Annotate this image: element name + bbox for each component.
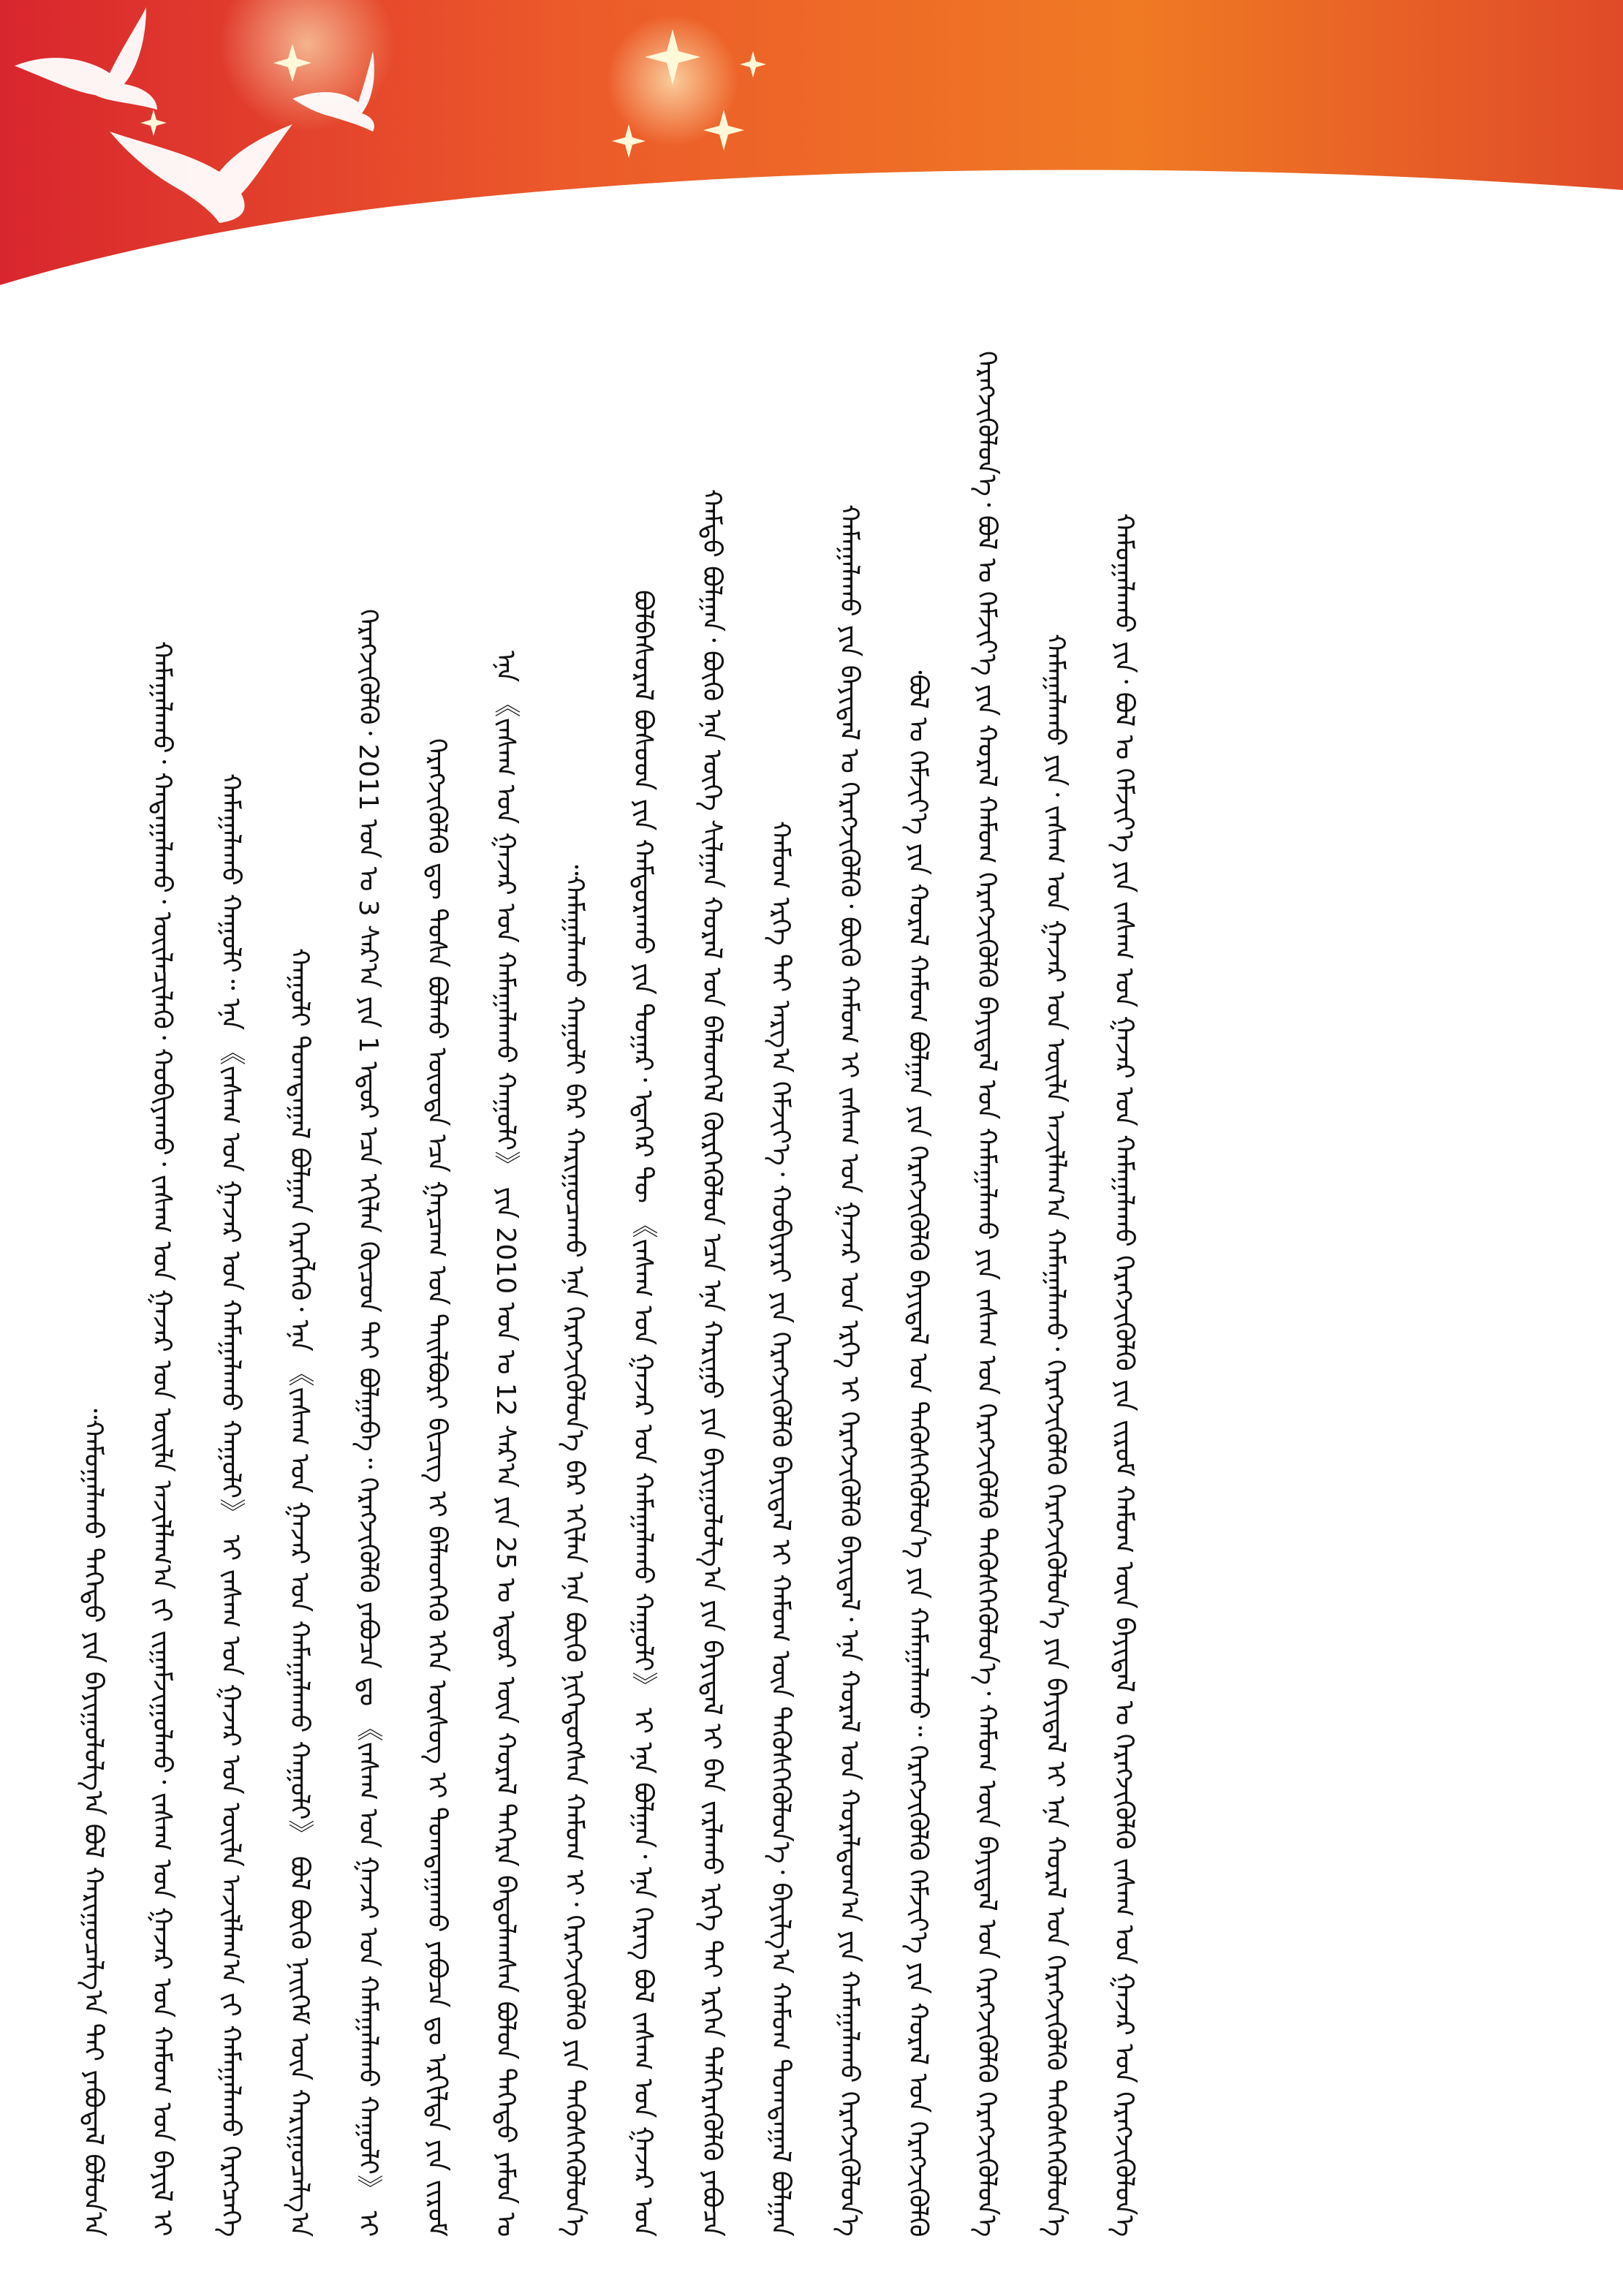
text-column: ᠬᠠᠮᠤᠭ ᠡᠷᠬᠡ ᠲᠠᠢ ᠠᠷᠭ᠎ᠠ ᠬᠡᠮᠵᠢᠶ᠎ᠡ᠂ ᠬᠤᠪᠢᠶᠠᠷᠢ ᠶᠢᠨ ᠬᠡᠷᠡᠭᠵᠢᠭᠦᠯᠬᠦ ᠪᠠᠶᠢᠳᠠᠯ ᠢ ᠬᠠᠮᠤᠭ ᠦᠨ ᠲᠡᠭᠦᠰᠬᠡᠭᠦᠯᠦᠨ᠎ᠡ᠂ ᠪᠠᠶᠢᠯᠭ᠎ᠠ ᠬᠠᠮᠤᠭ ᠲᠣᠭᠲᠠᠭᠠᠯ ᠪᠣᠯᠭᠠᠨ bbox=[765, 821, 795, 2237]
text-column: ᠪᠣᠯᠪᠠᠰᠤᠷᠠᠯ ᠪᠤᠰᠤᠳ ᠶᠢᠨ ᠬᠠᠮᠲᠤᠷᠠᠬᠤ ᠶᠢᠨ ᠳᠤᠭᠠᠷ᠂ ᠡᠳᠡᠭᠡᠷ ᠲᠦ 《ᠵᠠᠰᠠᠭ ᠤᠨ ᠭᠠᠵᠠᠷ ᠤᠨ ᠬᠠᠮᠠᠭᠠᠯᠠᠬᠤ ᠬᠠᠭᠤᠯᠢ》 ᠢ ᠡᠨᠡ ᠪᠣᠯᠭᠠᠨ᠂ ᠡᠨᠡ ᠬᠡᠷᠡᠭ ᠪᠣᠯ ᠵᠠᠰᠠᠭ ᠤᠨ ᠭᠠᠵᠠᠷ ᠤᠨ bbox=[628, 589, 658, 2237]
text-column: ᠬᠠᠮᠤᠭᠠᠯᠠᠬᠤ ᠳᠡᠭᠡᠳᠦ ᠶᠢᠨ ᠪᠠᠶᠢᠭᠤᠯᠤᠯᠭ᠎ᠠ ᠪᠣᠯ ᠬᠠᠷᠢᠭᠤᠴᠠᠯᠭ᠎ᠠ ᠲᠠᠢ ᠶᠠᠪᠤᠳᠠᠯ ᠪᠣᠯᠤᠨ᠎ᠠ᠃ bbox=[78, 1402, 108, 2237]
text-column: ᠬᠡᠷᠡᠭᠵᠢᠭᠦᠯᠬᠦ᠂ 2011 ᠣᠨ ᠤ 3 ᠰᠠᠷ᠎ᠠ ᠶᠢᠨ 1 ᠡᠳᠦᠷ ᠡᠴᠡ ᠡᠬᠢᠯᠡᠨ ᠬᠦᠴᠦᠨ ᠲᠡᠢ ᠪᠣᠯᠭᠠᠪᠠ᠃ ᠬᠡᠷᠡᠭᠵᠢᠭᠦᠯᠬᠦ ᠶᠠᠪᠤᠴᠠ ᠳᠤ 《ᠵᠠᠰᠠᠭ ᠤᠨ ᠭᠠᠵᠠᠷ ᠤᠨ ᠬᠠᠮᠠᠭᠠᠯᠠᠬᠤ ᠬᠠᠭᠤᠯᠢ》 ᠢ bbox=[353, 608, 383, 2237]
text-column: ᠪᠣᠯ ᠤ ᠬᠡᠮᠵᠢᠶ᠎ᠡ ᠶᠢᠨ ᠬᠤᠷᠠᠯ ᠬᠠᠮᠤᠭ ᠪᠣᠯᠭᠠᠨ ᠶᠢᠨ ᠬᠡᠷᠡᠭᠵᠢᠭᠦᠯᠬᠦ ᠪᠠᠶᠢᠳᠠᠯ ᠤᠨ ᠲᠡᠭᠦᠰᠬᠡᠭᠦᠯᠦᠨ᠎ᠡ ᠶᠢᠨ ᠬᠠᠮᠠᠭᠠᠯᠠᠬᠤ᠃ ᠬᠡᠷᠡᠭᠵᠢᠭᠦᠯᠬᠦ ᠬᠡᠮᠵᠢᠶ᠎ᠡ ᠶᠢᠨ ᠬᠤᠷᠠᠯ ᠤᠨ ᠬᠡᠷᠡᠭᠵᠢᠭᠦᠯᠬᠦ᠂ bbox=[903, 663, 933, 2237]
text-column: ᠬᠠᠮᠠᠭᠠᠯᠠᠬᠤ ᠬᠠᠭᠤᠯᠢ᠃ ᠡᠨᠡ 《ᠵᠠᠰᠠᠭ ᠤᠨ ᠭᠠᠵᠠᠷ ᠤᠨ ᠬᠠᠮᠠᠭᠠᠯᠠᠬᠤ ᠬᠠᠭᠤᠯᠢ》 ᠢ ᠵᠠᠰᠠᠭ ᠤᠨ ᠭᠠᠵᠠᠷ ᠤᠨ ᠦᠢᠯᠡ ᠠᠵᠢᠯᠯᠠᠭ᠎ᠠ ᠵᠢ ᠬᠠᠮᠠᠭᠠᠯᠠᠬᠤ ᠬᠡᠷᠡᠭᠴᠡᠭᠡ bbox=[216, 773, 246, 2237]
text-column: ᠬᠠᠮᠠᠭᠠᠯᠠᠬᠤ᠂ ᠬᠠᠳᠠᠭᠠᠯᠠᠬᠤ᠂ ᠦᠢᠯᠡᠴᠢᠯᠡᠬᠦ᠂ ᠬᠤᠪᠢᠶᠠᠬᠤ᠂ ᠵᠠᠰᠠᠭ ᠤᠨ ᠭᠠᠵᠠᠷ ᠤᠨ ᠦᠢᠯᠡ ᠠᠵᠢᠯᠯᠠᠭ᠎ᠠ ᠵᠢ ᠵᠢᠭᠠᠮᠵᠢᠭᠤᠯᠬᠤ᠂ ᠵᠠᠰᠠᠭ ᠤᠨ ᠭᠠᠵᠠᠷ ᠤᠨ ᠬᠠᠮᠤᠭ ᠤᠨ ᠪᠠᠶᠢᠯ ᠢ bbox=[147, 641, 177, 2237]
text-column: ᠬᠡᠷᠡᠭᠵᠢᠭᠦᠯᠬᠦ ᠳᠦ ᠲᠤᠰᠠ ᠪᠣᠯᠬᠤ ᠦᠦᠳᠡ ᠡᠴᠡ ᠭᠠᠷᠴᠠᠭ ᠤᠨ ᠲᠠᠢᠯᠪᠤᠷᠢ ᠪᠢᠴᠢᠭ ᠢ ᠪᠡᠯᠡᠳᠬᠡᠬᠦ ᠡᠬᠡᠨ ᠦᠰᠦᠭ ᠢ ᠲᠣᠭᠲᠠᠭᠠᠬᠤ ᠶᠠᠪᠤᠴᠠ ᠳᠤ ᠡᠷᠭᠢᠯᠳᠡ ᠶᠢᠨ ᠵᠢᠷᠤᠮ bbox=[422, 738, 452, 2237]
text-column: ᠬᠠᠮᠤᠭᠠᠯᠠᠬᠤ ᠶᠢᠨ᠂ ᠪᠣᠯ ᠤ ᠬᠡᠮᠵᠢᠶ᠎ᠡ ᠶᠢᠨ ᠵᠠᠰᠠᠭ ᠤᠨ ᠭᠠᠵᠠᠷ ᠤᠨ ᠬᠠᠮᠠᠭᠠᠯᠠᠬᠤ ᠬᠡᠷᠡᠭᠵᠢᠭᠦᠯᠬᠦ ᠶᠢᠨ ᠵᠢᠷᠤᠮ ᠬᠠᠮᠤᠭ ᠦᠨ ᠪᠠᠶᠢᠳᠠᠯ ᠤ ᠬᠡᠷᠡᠭᠵᠢᠭᠦᠯᠬᠦ ᠵᠠᠰᠠᠭ ᠤᠨ ᠭᠠᠵᠠᠷ ᠤᠨ ᠬᠡᠷᠡᠭᠵᠢᠭᠦᠯᠦᠨ᠎ᠡ bbox=[1109, 512, 1139, 2237]
text-column: ᠬᠠᠭᠤᠯᠢ ᠲᠣᠭᠲᠠᠭᠠᠯ ᠪᠣᠯᠭᠠᠨ ᠬᠡᠷᠡᠭᠯᠡᠬᠦ᠂ ᠡᠨᠡ 《ᠵᠠᠰᠠᠭ ᠤᠨ ᠭᠠᠵᠠᠷ ᠤᠨ ᠬᠠᠮᠠᠭᠠᠯᠠᠬᠤ ᠬᠠᠭᠤᠯᠢ》 ᠪᠣᠯ ᠪᠦᠬᠦ ᠨᠡᠢᠭᠡᠮ ᠦᠨ ᠬᠠᠷᠢᠭᠤᠴᠠᠯᠭ᠎ᠠ bbox=[284, 947, 314, 2237]
text-column: ᠬᠠᠮᠲᠤ ᠪᠣᠯᠭᠠᠨ᠂ ᠪᠦᠬᠦ ᠡᠨᠡ ᠦᠭᠡ ᠰᠢᠯᠭᠠᠨ ᠬᠤᠷᠠᠯ ᠤᠨ ᠪᠡᠯᠡᠳᠬᠡᠯ ᠬᠦᠷᠭᠡᠭᠦᠯᠦᠨ ᠡᠴᠡ ᠡᠨᠡ ᠬᠠᠷᠢᠭᠤ ᠶᠢᠨ ᠪᠠᠶᠢᠭᠤᠯᠤᠯᠭ᠎ᠠ ᠶᠢᠨ ᠪᠠᠶᠢᠳᠠᠯ ᠢ ᠪᠠᠨ ᠵᠠᠷᠯᠠᠬᠤ ᠡᠷᠬᠡ ᠲᠡᠢ ᠡᠷᠭᠡᠨ ᠳᠡᠯᠭᠡᠷᠡᠭᠦᠯᠬᠦ ᠶᠠᠪᠤᠴᠠ bbox=[697, 489, 727, 2237]
text-column: ᠡᠨᠡ 《ᠵᠠᠰᠠᠭ ᠤᠨ ᠭᠠᠵᠠᠷ ᠤᠨ ᠬᠠᠮᠠᠭᠠᠯᠠᠬᠤ ᠬᠠᠭᠤᠯᠢ》 ᠶᠢᠨ 2010 ᠣᠨ ᠤ 12 ᠰᠠᠷ᠎ᠠ ᠶᠢᠨ 25 ᠤ ᠡᠳᠦᠷ ᠦᠨ ᠬᠤᠷᠠᠯ ᠳᠡᠭᠡᠷᠡ ᠪᠠᠲᠤᠯᠠᠭᠰᠠᠨ ᠪᠣᠯᠤᠨ ᠳᠡᠭᠡᠳᠦ ᠶᠠᠮᠤᠨ ᠤ bbox=[491, 650, 521, 2237]
mongolian-text-body bbox=[58, 234, 1448, 2237]
text-column: ᠬᠠᠮᠠᠭᠠᠯᠠᠬᠤ ᠶᠢᠨ ᠪᠠᠶᠢᠳᠠᠯ ᠤ ᠬᠡᠷᠡᠭᠵᠢᠭᠦᠯᠬᠦ᠂ ᠪᠦᠬᠦ ᠬᠠᠮᠤᠭ ᠢ ᠵᠠᠰᠠᠭ ᠤᠨ ᠭᠠᠵᠠᠷ ᠤᠨ ᠡᠷᠬᠡ ᠢ ᠬᠡᠷᠡᠭᠵᠢᠭᠦᠯᠬᠦ ᠪᠠᠶᠢᠳᠠᠯ᠂ ᠡᠨᠡ ᠬᠤᠷᠠᠯ ᠤᠨ ᠬᠤᠷᠠᠯᠳᠤᠭ᠎ᠠ ᠶᠢᠨ ᠬᠠᠮᠠᠭᠠᠯᠠᠬᠤ ᠬᠡᠷᠡᠭᠵᠢᠭᠦᠯᠦᠨ᠎ᠡ bbox=[834, 504, 864, 2237]
text-column: ᠬᠡᠷᠡᠭᠵᠢᠭᠦᠯᠦᠨ᠎ᠡ᠂ ᠪᠣᠯ ᠤ ᠬᠡᠮᠵᠢᠶ᠎ᠡ ᠶᠢᠨ ᠬᠤᠷᠠᠯ ᠬᠠᠮᠤᠭ ᠬᠡᠷᠡᠭᠵᠢᠭᠦᠯᠬᠦ ᠪᠠᠶᠢᠳᠠᠯ ᠤᠨ ᠬᠠᠮᠠᠭᠠᠯᠠᠬᠤ ᠶᠢᠨ ᠵᠠᠰᠠᠭ ᠤᠨ ᠬᠡᠷᠡᠭᠵᠢᠭᠦᠯᠬᠦ ᠲᠡᠭᠦᠰᠬᠡᠭᠦᠯᠦᠨ᠎ᠡ᠂ ᠬᠠᠮᠤᠭ ᠦᠨ ᠪᠠᠶᠢᠳᠠᠯ ᠤᠨ ᠬᠡᠷᠡᠭᠵᠢᠭᠦᠯᠬᠦ ᠬᠡᠷᠡᠭᠵᠢᠭᠦᠯᠦᠨ᠎ᠡ bbox=[972, 350, 1002, 2237]
text-column: ᠬᠠᠮᠠᠭᠠᠯᠠᠬᠤ ᠬᠠᠭᠤᠯᠢ ᠪᠠᠷ ᠬᠠᠷᠢᠭᠤᠴᠠᠬᠤ ᠡᠨᠡ ᠬᠡᠷᠡᠭᠵᠢᠭᠦᠯᠦᠨ᠎ᠡ ᠪᠡᠷ ᠡᠬᠢᠯᠡᠨ ᠡᠨᠡ ᠪᠦᠬᠦ ᠨᠢᠭᠡᠳᠦᠭᠰᠡᠨ ᠬᠠᠮᠤᠭ ᠢ᠂ ᠬᠡᠷᠡᠭᠵᠢᠭᠦᠯᠬᠦ ᠶᠢᠨ ᠲᠡᠭᠦᠰᠬᠡᠭᠦᠯᠦᠨ᠎ᠡ᠃ bbox=[559, 858, 589, 2237]
text-column: ᠬᠠᠮᠠᠭᠠᠯᠠᠬᠤ ᠶᠢᠨ᠂ ᠵᠠᠰᠠᠭ ᠤᠨ ᠭᠠᠵᠠᠷ ᠤᠨ ᠦᠢᠯᠡ ᠠᠵᠢᠯᠯᠠᠭ᠎ᠠ ᠬᠠᠮᠠᠭᠠᠯᠠᠬᠤ᠂ ᠬᠡᠷᠡᠭᠵᠢᠭᠦᠯᠬᠦ ᠬᠡᠷᠡᠭᠵᠢᠭᠦᠯᠦᠨ᠎ᠡ ᠶᠢᠨ ᠪᠠᠶᠢᠳᠠᠯ ᠢ ᠡᠨᠡ ᠬᠤᠷᠠᠯ ᠤᠨ ᠬᠡᠷᠡᠭᠵᠢᠭᠦᠯᠬᠦ ᠲᠡᠭᠦᠰᠬᠡᠭᠦᠯᠦᠨ᠎ᠡ bbox=[1040, 634, 1070, 2237]
